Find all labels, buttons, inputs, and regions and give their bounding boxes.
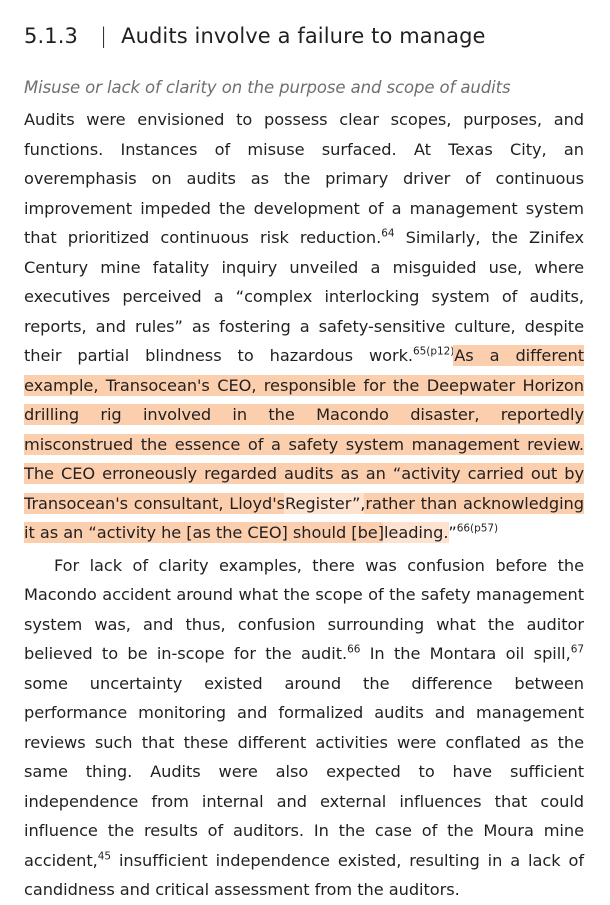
citation-66-p57: 66(p57)	[456, 522, 498, 535]
paragraph-misuse	[24, 105, 584, 548]
section-title: Audits involve a failure to manage	[121, 24, 486, 48]
subsection-heading: Misuse or lack of clarity on the purpose and scope of audits	[24, 78, 511, 97]
section-heading	[24, 24, 584, 48]
para1-segment-2: Similarly, the Zinifex Century mine fatality inquiry unveiled a misguided use, where executives perceived a “complex interlocking system of audits, reports, and rules” as fostering a safety-sensitive culture, despite their partial blindness to hazardous work.	[24, 228, 585, 365]
citation-67: 67	[570, 643, 584, 656]
para2-segment-1: For lack of clarity examples, there was confusion before the Macondo accident around what the scope of the safety management system was, and thus, confusion surrounding what the auditor believed to be in-scope for the audit.	[24, 555, 584, 663]
citation-64: 64	[381, 227, 395, 240]
para2-segment-2: In the Montara oil spill,	[360, 644, 571, 663]
para2-segment-3: some uncertainty existed around the difference between performance monitoring and formalized audits and management reviews such that these different activities were conflated as the same thing. Audits were also expected to have sufficient independence from internal and external influences that could influence the results of auditors. In the case of the Moura mine accident,	[24, 673, 584, 870]
highlighted-passage-4: leading.	[383, 523, 449, 542]
citation-45: 45	[97, 850, 112, 863]
para1-quote-close: ”	[448, 523, 457, 542]
highlighted-passage-3: rather than acknowledging it as an “activity he [as the CEO] should [be]	[24, 493, 584, 542]
citation-65: 65(p12)	[413, 345, 455, 358]
highlighted-passage-1: As a different example, Transocean's CEO, responsible for the Deepwater Horizon drilling rig involved in the Macondo disaster, reportedly misconstrued the essence of a safety system management review. The CEO erroneously regarded audits as an “activity carried out by Transocean's consultant, Lloyd's	[24, 346, 584, 513]
citation-66: 66	[347, 643, 361, 656]
para1-segment-1: Audits were envisioned to possess clear scopes, purposes, and functions. Instances of misuse surfaced. At Texas City, an overemphasis on audits as the primary driver of continuous improvement impeded the development of a management system that prioritized continuous risk reduction.	[24, 110, 584, 247]
section-number: 5.1.3	[24, 24, 78, 48]
highlighted-passage-2: Register”,	[285, 493, 366, 513]
paragraph-clarity	[24, 551, 584, 905]
para2-segment-4: insufficient independence existed, resulting in a lack of candidness and critical assessment from the auditors.	[24, 850, 584, 899]
heading-separator: |	[99, 24, 108, 48]
